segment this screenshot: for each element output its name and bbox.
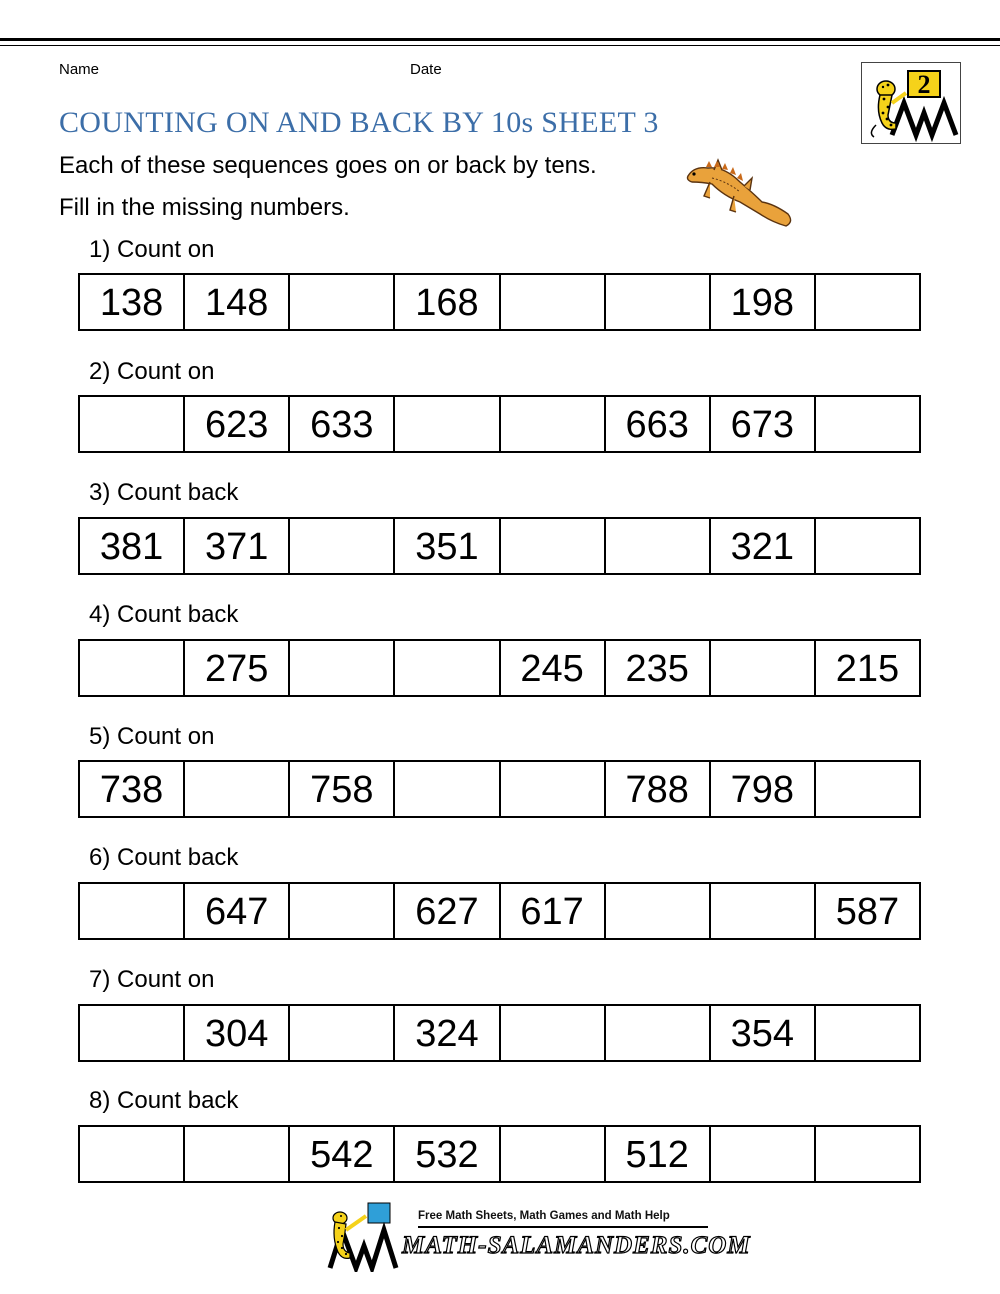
sequence-cell[interactable]: 324 [393, 1006, 498, 1060]
sequence-cell[interactable] [288, 641, 393, 695]
sequence-cell[interactable]: 587 [814, 884, 919, 938]
sequence-cell[interactable] [604, 275, 709, 329]
sequence-cell[interactable]: 304 [183, 1006, 288, 1060]
sequence-cell[interactable]: 381 [99, 525, 164, 568]
sequence-cell[interactable]: 215 [814, 641, 919, 695]
sequence-cell[interactable]: 351 [393, 519, 498, 573]
sequence-cell[interactable] [393, 641, 498, 695]
sequence-cell[interactable] [80, 1127, 183, 1181]
sequence-cell[interactable]: 275 [183, 641, 288, 695]
sequence-row-4 [78, 639, 921, 697]
sequence-row-6 [78, 882, 921, 940]
sequence-cell[interactable]: 663 [604, 397, 709, 451]
top-rule [0, 38, 1000, 41]
sequence-row-3 [78, 517, 921, 575]
sequence-cell[interactable] [709, 1127, 814, 1181]
sequence-cell[interactable] [814, 762, 919, 816]
grade-logo [861, 62, 961, 144]
sequence-cell[interactable]: 673 [709, 397, 814, 451]
sequence-cell[interactable] [183, 762, 288, 816]
sequence-cell[interactable] [80, 884, 183, 938]
sequence-cell[interactable] [393, 762, 498, 816]
sequence-cell[interactable] [709, 641, 814, 695]
sequence-cell[interactable]: 198 [709, 275, 814, 329]
sequence-cell[interactable]: 245 [499, 641, 604, 695]
sequence-cell[interactable]: 321 [709, 519, 814, 573]
sequence-row-7 [78, 1004, 921, 1062]
footer-divider [418, 1226, 708, 1228]
sequence-cell[interactable]: 354 [709, 1006, 814, 1060]
sequence-cell[interactable] [80, 641, 183, 695]
sequence-cell[interactable] [604, 519, 709, 573]
top-rule-thin [0, 45, 1000, 46]
question-label-5: 5) Count on [89, 723, 215, 750]
question-label-2: 2) Count on [89, 358, 215, 385]
sequence-cell[interactable]: 148 [183, 275, 288, 329]
question-label-7: 7) Count on [89, 966, 215, 993]
sequence-cell[interactable] [183, 1127, 288, 1181]
sequence-row-2 [78, 395, 921, 453]
sequence-cell[interactable]: 235 [604, 641, 709, 695]
sequence-cell[interactable]: 798 [709, 762, 814, 816]
sequence-cell[interactable] [814, 1006, 919, 1060]
sequence-cell[interactable] [709, 884, 814, 938]
sequence-cell[interactable] [604, 1006, 709, 1060]
sequence-cell[interactable]: 633 [288, 397, 393, 451]
sequence-cell[interactable]: 627 [393, 884, 498, 938]
sequence-cell[interactable]: 647 [183, 884, 288, 938]
sequence-cell[interactable] [604, 884, 709, 938]
sequence-cell[interactable] [288, 1006, 393, 1060]
footer-tagline: Free Math Sheets, Math Games and Math Help [418, 1210, 670, 1222]
sequence-cell[interactable] [288, 884, 393, 938]
footer-site-name[interactable]: MATH-SALAMANDERS.COM [402, 1232, 751, 1259]
sequence-cell[interactable] [499, 519, 604, 573]
sequence-cell[interactable] [814, 275, 919, 329]
instruction-line-1: Each of these sequences goes on or back by tens. [59, 152, 597, 179]
sequence-cell[interactable]: 758 [288, 762, 393, 816]
sequence-cell[interactable]: 542 [288, 1127, 393, 1181]
sequence-cell[interactable]: 788 [604, 762, 709, 816]
question-label-3: 3) Count back [89, 479, 239, 506]
sequence-cell[interactable]: 512 [604, 1127, 709, 1181]
instruction-line-2: Fill in the missing numbers. [59, 194, 350, 221]
sequence-cell[interactable] [814, 1127, 919, 1181]
sequence-cell[interactable]: 371 [183, 519, 288, 573]
question-label-4: 4) Count back [89, 601, 239, 628]
sequence-cell[interactable]: 532 [393, 1127, 498, 1181]
sequence-cell[interactable]: 623 [183, 397, 288, 451]
sequence-row-5 [78, 760, 921, 818]
question-label-8: 8) Count back [89, 1087, 239, 1114]
sequence-cell[interactable] [288, 519, 393, 573]
newt-icon [684, 152, 796, 234]
sequence-cell[interactable] [499, 397, 604, 451]
salamander-logo-icon [862, 63, 960, 143]
question-label-1: 1) Count on [89, 236, 215, 263]
sequence-cell[interactable] [499, 1006, 604, 1060]
sequence-cell[interactable]: 738 [99, 768, 164, 811]
sequence-cell[interactable]: 168 [393, 275, 498, 329]
sequence-row-8 [78, 1125, 921, 1183]
sequence-cell[interactable]: 617 [499, 884, 604, 938]
question-label-6: 6) Count back [89, 844, 239, 871]
sequence-cell[interactable]: 138 [99, 281, 164, 324]
sequence-row-1 [78, 273, 921, 331]
sequence-cell[interactable] [393, 397, 498, 451]
sequence-cell[interactable] [80, 1006, 183, 1060]
name-label: Name [59, 61, 100, 78]
sequence-cell[interactable] [288, 275, 393, 329]
sequence-cell[interactable] [499, 275, 604, 329]
sequence-cell[interactable] [814, 519, 919, 573]
date-label: Date [410, 61, 442, 78]
worksheet-title: COUNTING ON AND BACK BY 10s SHEET 3 [59, 106, 659, 139]
sequence-cell[interactable] [499, 1127, 604, 1181]
sequence-cell[interactable] [814, 397, 919, 451]
sequence-cell[interactable] [80, 397, 183, 451]
sequence-cell[interactable] [499, 762, 604, 816]
grade-badge: 2 [917, 70, 931, 99]
